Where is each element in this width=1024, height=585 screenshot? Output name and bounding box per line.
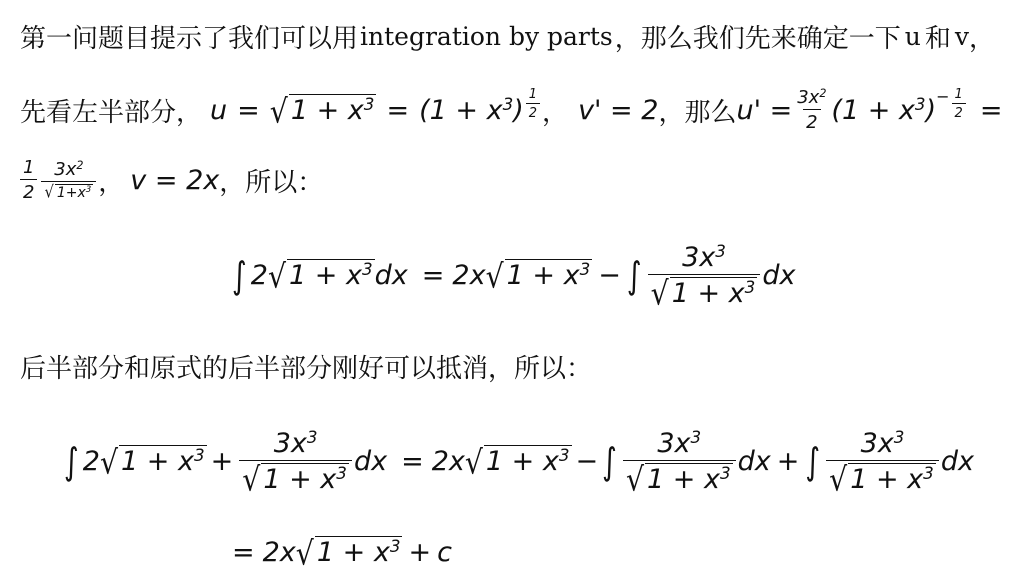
line3-suoyi: ，所以： [219, 167, 324, 198]
line1-v: v [954, 21, 970, 51]
line2-comma: ， [542, 97, 569, 128]
line2-then: ，那么 [658, 97, 737, 128]
line1-he: 和 [924, 23, 951, 54]
line2-paren-expr: $(1 + x^3)$ [419, 93, 524, 126]
text-line-3: $\frac{1}{2}$ $3x^2$ √ $1+x^3$ ， v = 2x ，所以： [18, 152, 323, 208]
text-line-2: 先看左半部分， u = √ $1 + x^3$ = $(1 + x^3)$ $\frac{1}{2}$ ， v' = 2 ，那么 u' = $\frac{3x^2}{2}$ $(1 + x^3)$ − $\frac{1}{2}$ = [20, 86, 1003, 133]
line2-u: u [210, 94, 228, 126]
equation-3: = 2x √ $1 + x^3$ + c [232, 533, 452, 572]
eq1-fraction: $3x^3$ √ $1 + x^3$ [648, 242, 761, 309]
equation-1: ∫ 2 √ $1 + x^3$ dx = 2x √ $1 + x^3$ − ∫ $3x^3$ √ $1 + x^3$ dx [232, 240, 796, 313]
line1-comma: ， [969, 23, 996, 54]
line2-sqrt: √ $1 + x^3$ [269, 91, 375, 130]
line2-vprime: v' = 2 [578, 94, 659, 126]
text-line-4: 后半部分和原式的后半部分刚好可以抵消，所以： [20, 353, 593, 384]
line2-uprime: u' = [736, 94, 793, 126]
line2-trailing-eq: = [979, 94, 1003, 126]
equation-2: ∫ 2 √ $1 + x^3$ + $3x^3$ √ $1 + x^3$ dx = 2x √ $1 + x^3$ − ∫ $3x^3$ √ $1 + x^3$ dx + ∫ $3x^3$ √ $1 + x^3$ dx [64, 426, 974, 499]
line3-frac-half: $\frac{1}{2}$ [20, 157, 37, 203]
line3-frac-3x2-over-sqrt: $3x^2$ √ $1+x^3$ [41, 159, 96, 201]
text-line-1 [20, 18, 995, 54]
line2-eq: = [237, 94, 260, 126]
line2-exp-neg-half: $\frac{1}{2}$ [952, 87, 966, 121]
line1-u: u [904, 21, 921, 51]
line2-frac-3x2-over-2: $\frac{3x^2}{2}$ [797, 86, 827, 133]
line1-text-c: ，那么我们先来确定一下 [614, 23, 901, 54]
line2-neg: − [936, 87, 950, 106]
line2-exp-half: $\frac{1}{2}$ [526, 87, 540, 121]
line3-v-eq: v = 2x [130, 164, 220, 196]
line2-lead: 先看左半部分， [20, 97, 203, 128]
line2-paren-expr-2: $(1 + x^3)$ [831, 93, 937, 126]
line1-text-a: 第一问题目提示了我们可以用 [20, 23, 359, 54]
line1-term-ibp: integration by parts [360, 21, 613, 51]
